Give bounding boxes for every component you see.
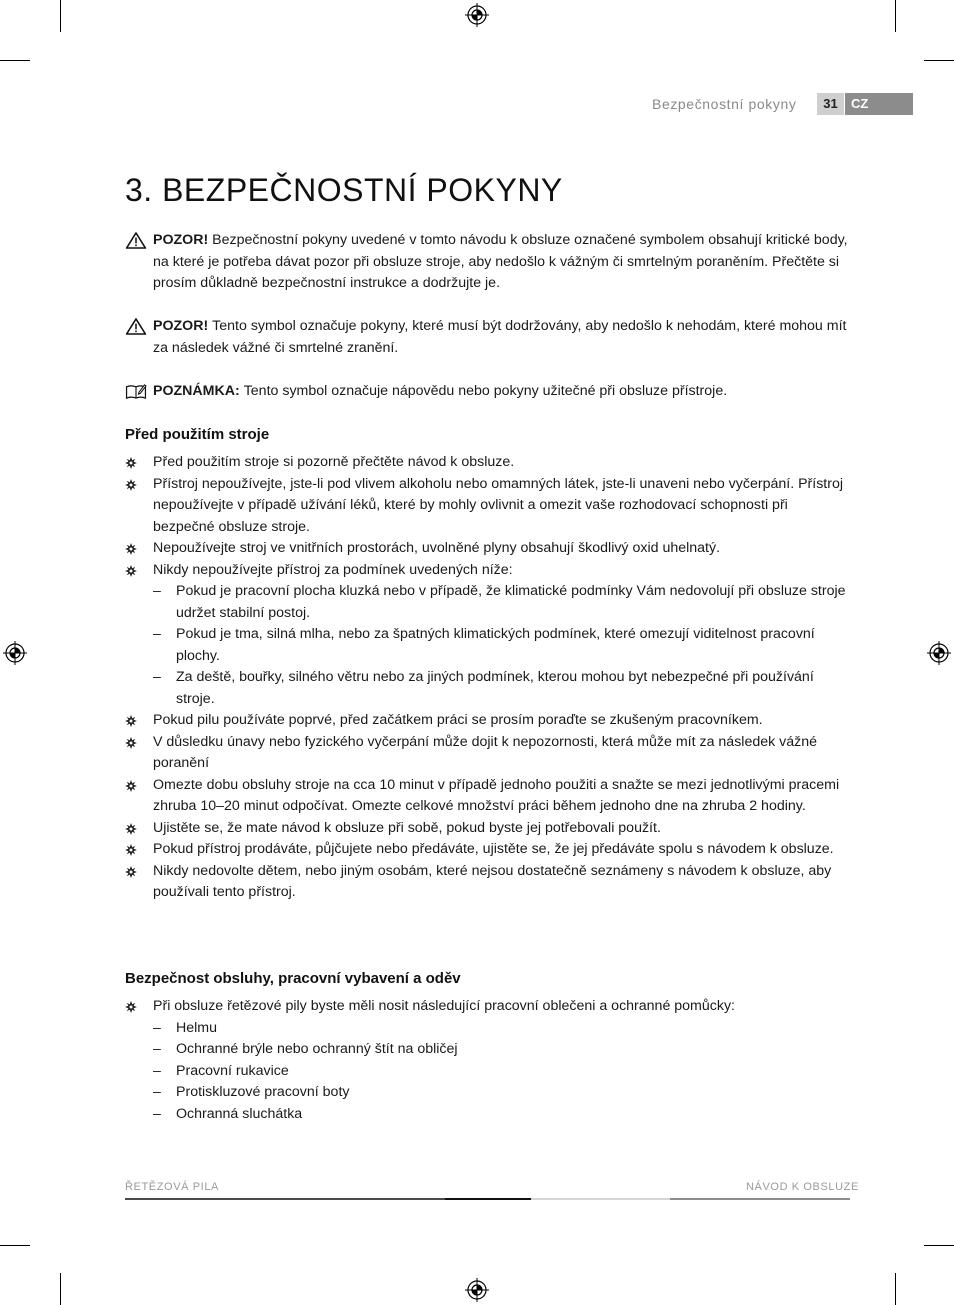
bullet-icon	[125, 1001, 137, 1013]
list-item	[125, 452, 850, 474]
sub-list-item-text: Ochranná sluchátka	[176, 1105, 303, 1122]
bullet-icon	[125, 543, 137, 555]
warning-icon	[125, 232, 147, 249]
page-number: 31	[817, 93, 844, 115]
notice-lead: POZOR!	[153, 232, 209, 248]
dash-icon: –	[153, 1084, 161, 1100]
list-item	[125, 839, 850, 861]
crop-mark	[924, 60, 954, 61]
list-item	[125, 538, 850, 560]
bullet-icon	[125, 844, 137, 856]
notice-text: Tento symbol označuje pokyny, které musí být dodržovány, aby nedošlo k nehodám, které mohou mít za následek vážné či smrtelné zranění.	[153, 318, 847, 356]
sub-list-item-text: Za deště, bouřky, silného větru nebo za jiných podmínek, kterou mohou byt nebezpečné při používání stroje.	[176, 669, 814, 707]
notice-lead: POZOR!	[153, 318, 209, 334]
notice-lead: POZNÁMKA:	[153, 383, 240, 399]
warning-icon	[125, 318, 147, 335]
sub-list-item	[153, 581, 850, 624]
list-item-text: Ujistěte se, že mate návod k obsluze při sobě, pokud byste jej potřebovali použít.	[153, 819, 661, 836]
list-item-text: Nikdy nepoužívejte přístroj za podmínek uvedených níže:	[153, 561, 513, 578]
list-item	[125, 996, 850, 1125]
list-item-text: Při obsluze řetězové pily byste měli nosit následující pracovní oblečeni a ochranné pomůcky:	[153, 998, 735, 1014]
bullet-icon	[125, 780, 137, 792]
dash-icon: –	[153, 669, 161, 685]
list-item	[125, 710, 850, 732]
list-item	[125, 560, 850, 711]
dash-icon: –	[153, 1105, 161, 1122]
bullet-icon	[125, 457, 137, 469]
crop-mark	[924, 1245, 954, 1246]
warning-notice	[125, 230, 850, 295]
warning-notice	[125, 316, 850, 359]
dash-list	[153, 581, 850, 710]
footer-product: ŘETĚZOVÁ PILA	[125, 1181, 219, 1193]
sub-list-item-text: Helmu	[176, 1019, 217, 1036]
sub-list-item-text: Protiskluzové pracovní boty	[176, 1084, 350, 1100]
dash-list	[153, 1018, 850, 1126]
sub-list-item-text: Pokud je pracovní plocha kluzká nebo v případě, že klimatické podmínky Vám nedovolují při obsluze stroje udržet stabilní postoj.	[176, 583, 846, 621]
registration-mark-icon	[465, 3, 489, 27]
sub-list-item	[153, 667, 850, 710]
list-item	[125, 818, 850, 840]
bullet-icon	[125, 823, 137, 835]
dash-icon: –	[153, 1041, 161, 1057]
running-header-section: Bezpečnostní pokyny	[652, 96, 797, 112]
crop-mark	[0, 1245, 30, 1246]
crop-mark	[895, 1273, 896, 1305]
crop-mark	[60, 0, 61, 32]
section-heading: Před použitím stroje	[125, 426, 270, 443]
list-item	[125, 861, 850, 904]
list-item-text: Pokud přístroj prodáváte, půjčujete nebo předáváte, ujistěte se, že jej předáváte spolu s návodem k obsluze.	[153, 841, 834, 857]
list-item	[125, 474, 850, 539]
footer-divider	[445, 1198, 531, 1200]
sub-list-item-text: Pracovní rukavice	[176, 1062, 289, 1079]
dash-icon: –	[153, 626, 161, 642]
dash-icon: –	[153, 1019, 161, 1036]
bullet-icon	[125, 737, 137, 749]
bullet-icon	[125, 479, 137, 491]
language-tab: CZ	[845, 93, 913, 115]
sub-list-item	[153, 1039, 850, 1061]
list-item-text: Pokud pilu používáte poprvé, před začátkem práci se prosím poraďte se zkušeným pracovníkem.	[153, 712, 763, 728]
dash-icon: –	[153, 583, 161, 599]
registration-mark-icon	[3, 641, 27, 665]
footer-divider	[125, 1198, 445, 1200]
bullet-icon	[125, 565, 137, 577]
list-item-text: Přístroj nepoužívejte, jste-li pod vlivem alkoholu nebo omamných látek, jste-li unaveni nebo vyčerpání. Přístroj nepoužívejte v případě užívání léků, které by mohly ovlivnit a omezit vaše rozhodovací schopnosti při bezpečné obsluze stroje.	[153, 475, 844, 535]
list-item	[125, 775, 850, 818]
list-item-text: Nepoužívejte stroj ve vnitřních prostorách, uvolněné plyny obsahují škodlivý oxid uhelnatý.	[153, 540, 721, 556]
page-title: 3. BEZPEČNOSTNÍ POKYNY	[125, 172, 563, 208]
list-item	[125, 732, 850, 775]
bullet-icon	[125, 715, 137, 727]
crop-mark	[895, 0, 896, 32]
sub-list-item	[153, 1104, 850, 1126]
notice-text: Bezpečnostní pokyny uvedené v tomto návodu k obsluze označené symbolem obsahují kritické body, na které je potřeba dávat pozor při obsluze stroje, aby nedošlo k vážným či smrtelným poraněním. Přečtěte si prosím důkladně bezpečnostní instrukce a dodržujte je.	[153, 232, 848, 291]
notice-text: Tento symbol označuje nápovědu nebo pokyny užitečné při obsluze přístroje.	[243, 383, 728, 399]
bullet-list	[125, 996, 850, 1125]
note-notice	[125, 381, 850, 403]
list-item-text: Omezte dobu obsluhy stroje na cca 10 minut v případě jednoho použiti a snažte se mezi jednotlivými pracemi zhruba 10–20 minut odpočívat. Omezte celkové množství práci během jednoho dne na zhruba 2 hodiny.	[153, 776, 840, 814]
crop-mark	[0, 60, 30, 61]
section-heading: Bezpečnost obsluhy, pracovní vybavení a oděv	[125, 970, 461, 987]
footer-divider	[670, 1198, 850, 1200]
sub-list-item	[153, 1061, 850, 1083]
note-book-icon	[125, 383, 147, 400]
sub-list-item-text: Ochranné brýle nebo ochranný štít na obličej	[176, 1041, 458, 1057]
footer-document: NÁVOD K OBSLUZE	[746, 1181, 859, 1193]
sub-list-item	[153, 1082, 850, 1104]
list-item-text: V důsledku únavy nebo fyzického vyčerpání může dojit k nepozornosti, která může mít za následek vážné poranění	[153, 733, 818, 771]
sub-list-item	[153, 624, 850, 667]
sub-list-item-text: Pokud je tma, silná mlha, nebo za špatných klimatických podmínek, které omezují viditelnost pracovní plochy.	[176, 626, 815, 664]
list-item-text: Před použitím stroje si pozorně přečtěte návod k obsluze.	[153, 454, 515, 470]
bullet-list	[125, 452, 850, 904]
list-item-text: Nikdy nedovolte dětem, nebo jiným osobám, které nejsou dostatečně seznámeny s návodem k obsluze, aby používali tento přístroj.	[153, 862, 832, 900]
bullet-icon	[125, 866, 137, 878]
dash-icon: –	[153, 1062, 161, 1079]
registration-mark-icon	[465, 1278, 489, 1302]
registration-mark-icon	[927, 641, 951, 665]
sub-list-item	[153, 1018, 850, 1040]
crop-mark	[60, 1273, 61, 1305]
footer-divider	[531, 1198, 670, 1200]
